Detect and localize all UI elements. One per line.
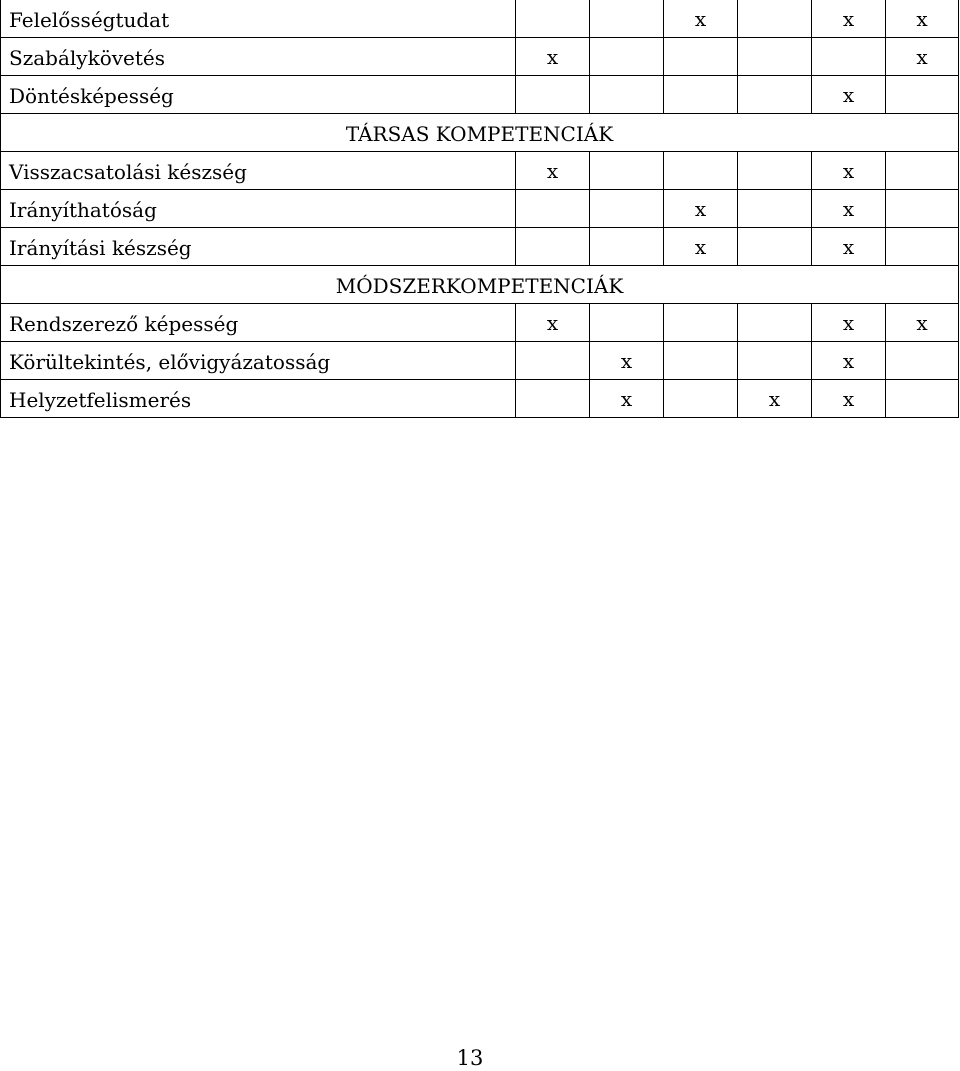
competency-label: Visszacsatolási készség xyxy=(1,152,516,190)
competency-label: Szabálykövetés xyxy=(1,38,516,76)
mark-cell xyxy=(516,380,590,418)
mark-cell xyxy=(738,190,812,228)
mark-cell xyxy=(886,342,959,380)
mark-cell xyxy=(886,190,959,228)
mark-cell xyxy=(590,304,664,342)
mark-cell: x xyxy=(590,380,664,418)
competency-table xyxy=(0,0,959,418)
competency-label: Felelősségtudat xyxy=(1,0,516,38)
mark-cell: x xyxy=(886,38,959,76)
mark-cell xyxy=(886,380,959,418)
mark-cell xyxy=(516,342,590,380)
mark-cell xyxy=(886,228,959,266)
table-row xyxy=(1,342,959,380)
mark-cell: x xyxy=(812,304,886,342)
mark-cell xyxy=(738,76,812,114)
mark-cell: x xyxy=(812,380,886,418)
competency-label: Helyzetfelismerés xyxy=(1,380,516,418)
mark-cell xyxy=(664,152,738,190)
mark-cell: x xyxy=(886,304,959,342)
mark-cell: x xyxy=(812,76,886,114)
table-row xyxy=(1,190,959,228)
mark-cell xyxy=(664,76,738,114)
section-heading: MÓDSZERKOMPETENCIÁK xyxy=(1,266,959,304)
mark-cell: x xyxy=(516,152,590,190)
mark-cell: x xyxy=(516,304,590,342)
table-row xyxy=(1,380,959,418)
mark-cell xyxy=(664,380,738,418)
section-heading: TÁRSAS KOMPETENCIÁK xyxy=(1,114,959,152)
mark-cell xyxy=(886,152,959,190)
mark-cell: x xyxy=(812,0,886,38)
mark-cell: x xyxy=(886,0,959,38)
mark-cell xyxy=(590,228,664,266)
mark-cell xyxy=(516,76,590,114)
mark-cell: x xyxy=(664,190,738,228)
competency-label: Rendszerező képesség xyxy=(1,304,516,342)
mark-cell xyxy=(590,190,664,228)
table-row xyxy=(1,228,959,266)
mark-cell xyxy=(590,76,664,114)
mark-cell xyxy=(738,38,812,76)
section-header-row xyxy=(1,114,959,152)
mark-cell xyxy=(738,342,812,380)
table-row xyxy=(1,152,959,190)
mark-cell xyxy=(516,190,590,228)
mark-cell xyxy=(738,152,812,190)
mark-cell: x xyxy=(812,342,886,380)
mark-cell xyxy=(812,38,886,76)
mark-cell: x xyxy=(664,0,738,38)
competency-label: Irányítási készség xyxy=(1,228,516,266)
table-row xyxy=(1,304,959,342)
table-row xyxy=(1,76,959,114)
section-header-row xyxy=(1,266,959,304)
mark-cell: x xyxy=(664,228,738,266)
mark-cell xyxy=(886,76,959,114)
competency-label: Döntésképesség xyxy=(1,76,516,114)
mark-cell xyxy=(590,38,664,76)
competency-table-body xyxy=(1,0,959,418)
mark-cell xyxy=(664,304,738,342)
mark-cell xyxy=(590,152,664,190)
mark-cell xyxy=(664,38,738,76)
mark-cell: x xyxy=(812,190,886,228)
page-number: 13 xyxy=(456,1046,484,1070)
mark-cell: x xyxy=(516,38,590,76)
mark-cell xyxy=(590,0,664,38)
competency-label: Irányíthatóság xyxy=(1,190,516,228)
mark-cell: x xyxy=(812,152,886,190)
mark-cell: x xyxy=(812,228,886,266)
mark-cell xyxy=(664,342,738,380)
mark-cell: x xyxy=(590,342,664,380)
mark-cell xyxy=(516,228,590,266)
mark-cell xyxy=(516,0,590,38)
competency-label: Körültekintés, elővigyázatosság xyxy=(1,342,516,380)
table-row xyxy=(1,38,959,76)
mark-cell xyxy=(738,228,812,266)
mark-cell xyxy=(738,0,812,38)
table-row xyxy=(1,0,959,38)
mark-cell: x xyxy=(738,380,812,418)
mark-cell xyxy=(738,304,812,342)
